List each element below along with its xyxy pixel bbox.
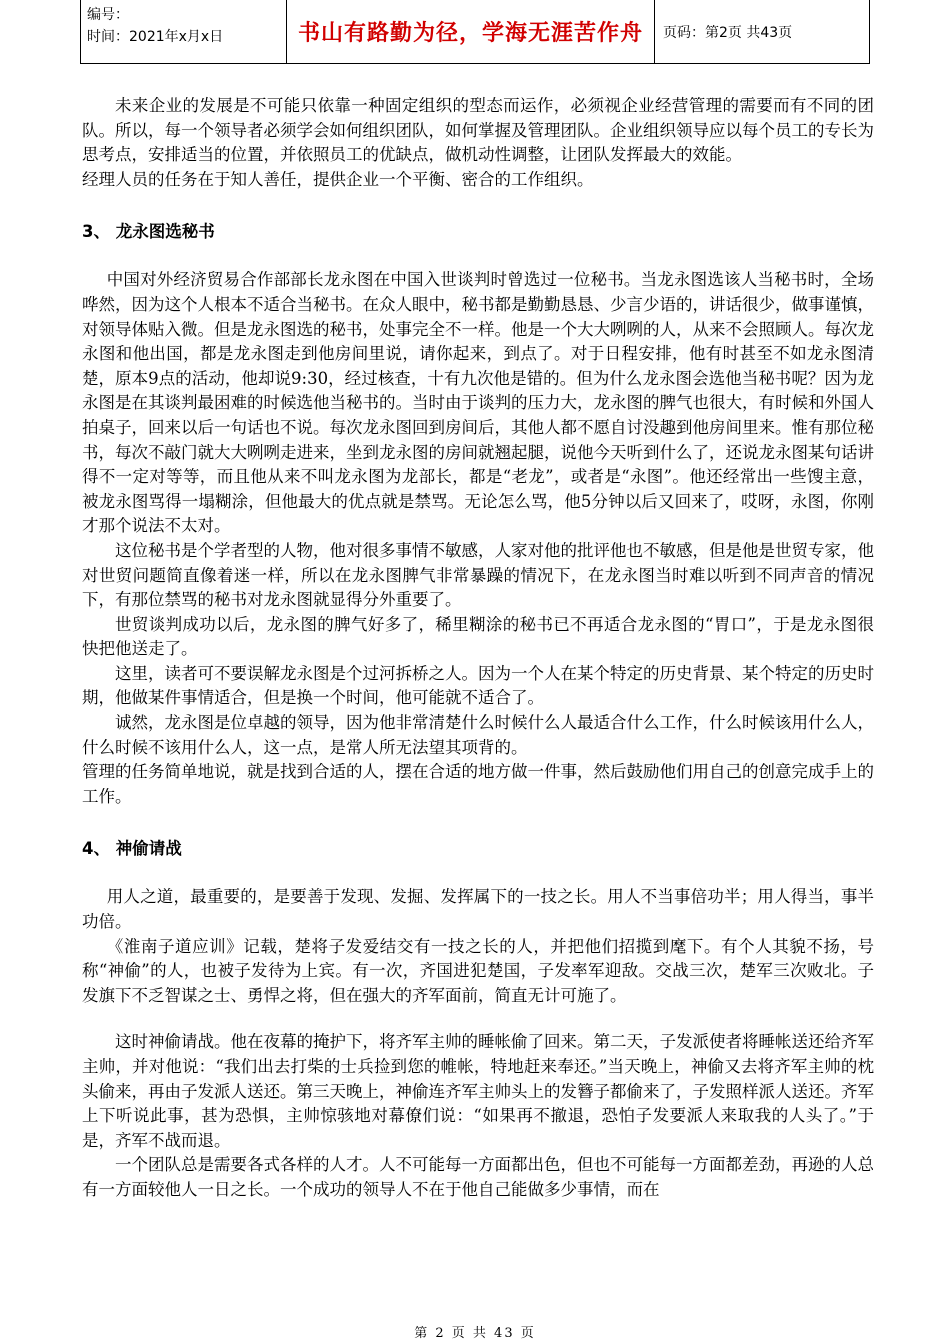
header-motto: 书山有路勤为径，学海无涯苦作舟: [287, 0, 655, 63]
document-body: [82, 94, 874, 1203]
paragraph: 中国对外经济贸易合作部部长龙永图在中国入世谈判时曾选过一位秘书。当龙永图选该人当秘书时，全场哗然，因为这个人根本不适合当秘书。在众人眼中，秘书都是勤勤恳恳、少言少语的，讲话很少，做事谨慎，对领导体贴入微。但是龙永图选的秘书，处事完全不一样。他是一个大大咧咧的人，从来不会照顾人。每次龙永图和他出国，都是龙永图走到他房间里说，请你起来，到点了。对于日程安排，他有时甚至不如龙永图清楚，原本9点的活动，他却说9:30，经过核查，十有九次他是错的。但为什么龙永图会选他当秘书呢？因为龙永图是在其谈判最困难的时候选他当秘书的。当时由于谈判的压力大，龙永图的脾气也很大，有时候和外国人拍桌子，回来以后一句话也不说。每次龙永图回到房间后，其他人都不愿自讨没趣到他房间里来。惟有那位秘书，每次不敲门就大大咧咧走进来，坐到龙永图的房间就翘起腿，说他今天听到什么了，还说龙永图某句话讲得不一定对等等，而且他从来不叫龙永图为龙部长，都是“老龙”，或者是“永图”。他还经常出一些馊主意，被龙永图骂得一塌糊涂，但他最大的优点就是禁骂。无论怎么骂，他5分钟以后又回来了，哎呀，永图，你刚才那个说法不太对。: [82, 270, 874, 536]
document-time-label: 时间：2021年x月x日: [87, 29, 224, 45]
section-heading: 3、 龙永图选秘书: [82, 222, 215, 242]
paragraph: 这位秘书是个学者型的人物，他对很多事情不敏感，人家对他的批评他也不敏感，但是他是世贸专家，他对世贸问题简直像着迷一样，所以在龙永图脾气非常暴躁的情况下，在龙永图当时难以听到不同声音的情况下，有那位禁骂的秘书对龙永图就显得分外重要了。: [82, 540, 874, 610]
section-heading: 4、 神偷请战: [82, 839, 182, 859]
paragraph: 世贸谈判成功以后，龙永图的脾气好多了，稀里糊涂的秘书已不再适合龙永图的“胃口”，于是龙永图很快把他送走了。: [82, 614, 874, 659]
paragraph: 管理的任务简单地说，就是找到合适的人，摆在合适的地方做一件事，然后鼓励他们用自己的创意完成手上的工作。: [82, 762, 874, 806]
page-header: [80, 0, 870, 64]
header-page-info: 页码：第2页 共43页: [663, 24, 793, 41]
page-footer: 第 2 页 共 43 页: [414, 1326, 536, 1341]
paragraph: 用人之道，最重要的，是要善于发现、发掘、发挥属下的一技之长。用人不当事倍功半；用人得当，事半功倍。: [82, 887, 874, 932]
paragraph-spacer: [82, 1008, 874, 1030]
paragraph: 诚然，龙永图是位卓越的领导，因为他非常清楚什么时候什么人最适合什么工作，什么时候该用什么人，什么时候不该用什么人，这一点，是常人所无法望其项背的。: [82, 713, 874, 757]
paragraph: 这时神偷请战。他在夜幕的掩护下，将齐军主帅的睡帐偷了回来。第二天，子发派使者将睡帐送还给齐军主帅，并对他说：“我们出去打柴的士兵捡到您的帷帐，特地赶来奉还。”当天晚上，神偷又去将齐军主帅的枕头偷来，再由子发派人送还。第三天晚上，神偷连齐军主帅头上的发簪子都偷来了，子发照样派人送还。齐军上下听说此事，甚为恐惧，主帅惊骇地对幕僚们说：“如果再不撤退，恐怕子发要派人来取我的人头了。”于是，齐军不战而退。: [82, 1032, 874, 1150]
header-meta: [81, 0, 287, 63]
paragraph: 一个团队总是需要各式各样的人才。人不可能每一方面都出色，但也不可能每一方面都差劲，再逊的人总有一方面较他人一日之长。一个成功的领导人不在于他自己能做多少事情，而在: [82, 1155, 874, 1199]
paragraph: 未来企业的发展是不可能只依靠一种固定组织的型态而运作，必须视企业经营管理的需要而有不同的团队。所以，每一个领导者必须学会如何组织团队，如何掌握及管理团队。企业组织领导应以每个员工的专长为思考点，安排适当的位置，并依照员工的优缺点，做机动性调整，让团队发挥最大的效能。: [82, 96, 874, 165]
paragraph: 《淮南子道应训》记载，楚将子发爱结交有一技之长的人，并把他们招揽到麾下。有个人其貌不扬，号称“神偷”的人，也被子发待为上宾。有一次，齐国进犯楚国，子发率军迎敌。交战三次，楚军三次败北。子发旗下不乏智谋之士、勇悍之将，但在强大的齐军面前，简直无计可施了。: [82, 936, 874, 1005]
paragraph: 这里，读者可不要误解龙永图是个过河拆桥之人。因为一个人在某个特定的历史背景、某个特定的历史时期，他做某件事情适合，但是换一个时间，他可能就不适合了。: [82, 663, 874, 708]
document-number-label: 编号：: [87, 7, 129, 23]
paragraph: 经理人员的任务在于知人善任，提供企业一个平衡、密合的工作组织。: [82, 169, 594, 189]
